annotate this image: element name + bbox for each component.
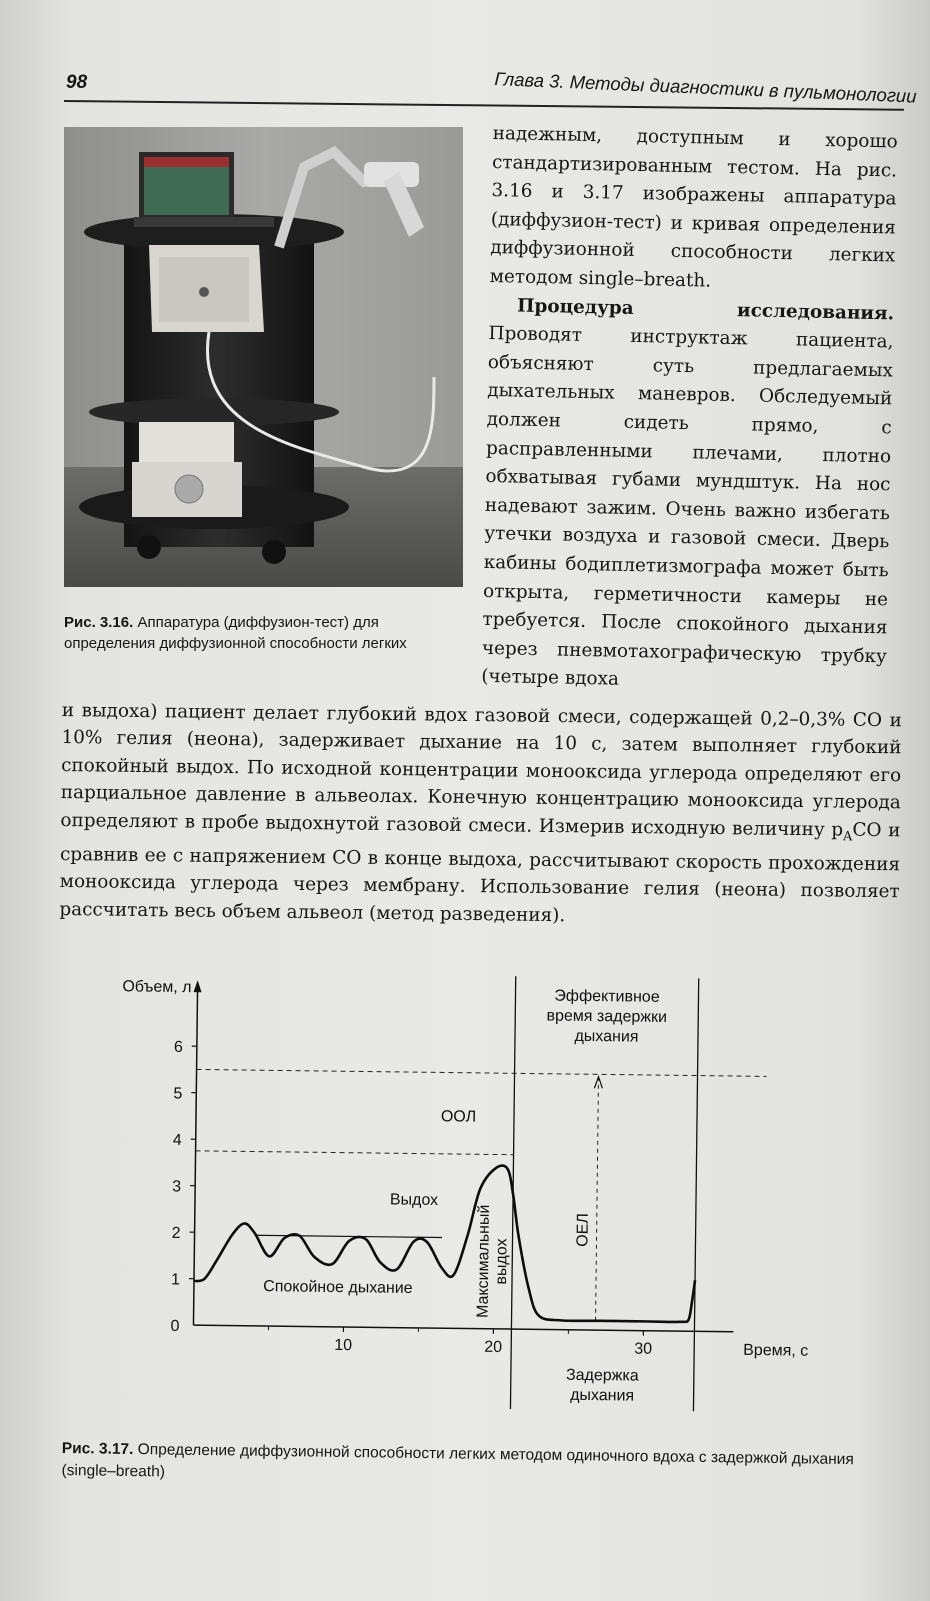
figure-3-17-text: Определение диффузионной способности легких методом одиночного вдоха с задержкой дыхания (single–breath) (61, 1441, 854, 1481)
x-axis-label: Время, с (743, 1341, 809, 1360)
right-paragraph-2 (481, 292, 894, 701)
y-axis-label: Объем, л (122, 978, 192, 997)
annotation-effective-hold-2: время задержки (546, 1007, 668, 1026)
procedure-heading: Процедура исследования. (516, 295, 895, 325)
figure-3-16-label: Рис. 3.16. (64, 614, 134, 631)
figure-3-17-caption (61, 1438, 892, 1494)
right-column-text (481, 120, 898, 700)
annotation-quiet-breathing: Спокойное дыхание (263, 1278, 413, 1297)
x-tick-label: 30 (634, 1340, 653, 1358)
annotation-effective-hold-1: Эффективное (554, 987, 660, 1006)
figure-3-17-label: Рис. 3.17. (61, 1439, 134, 1458)
figure-3-16-caption (64, 612, 474, 654)
x-tick-label: 20 (484, 1338, 503, 1356)
annotation-oel: ОЕЛ (574, 1213, 592, 1247)
apparatus-photo (64, 127, 463, 587)
figure-3-16-text: Аппаратура (диффузион-тест) для определения диффузионной способности легких (64, 614, 407, 652)
y-tick-label: 5 (173, 1085, 183, 1103)
chapter-title: Глава 3. Методы диагностики в пульмонологии (494, 68, 917, 107)
y-tick-label: 3 (172, 1178, 182, 1196)
annotation-max-exhale-1: Максимальный (474, 1204, 493, 1319)
breathing-mean-line (255, 1235, 442, 1237)
reference-line-1 (196, 1151, 514, 1155)
y-tick-label: 0 (170, 1317, 180, 1336)
x-tick-label: 10 (334, 1336, 353, 1355)
y-axis (193, 982, 197, 1325)
y-tick-label: 1 (170, 1271, 181, 1289)
annotation-exhale: Выдох (389, 1191, 439, 1209)
text-before-sub: и выдоха) пациент делает глубокий вдох газовой смеси, содержащей 0,2–0,3% СО и 10% гелия (неона), задерживает дыхание на 10 с, затем выполняет глубокий спокойный выдох. По исходной концентрации монооксида углерода определяют его парциальное давление в альвеолах. Конечную концентрацию монооксида углерода определяют в пробе выдохнутой газовой смеси. Измерив исходную величину р (60, 699, 902, 841)
annotation-effective-hold-3: дыхания (574, 1027, 639, 1046)
annotation-breath-hold-1: Задержка (565, 1366, 639, 1385)
y-axis-arrow (194, 980, 202, 992)
vertical-line-1 (693, 978, 698, 1411)
full-width-paragraph (59, 697, 902, 933)
annotation-ool: ООЛ (440, 1108, 477, 1126)
y-tick-label: 4 (172, 1131, 182, 1150)
page-number: 98 (66, 72, 88, 93)
volume-curve (194, 1162, 697, 1322)
oel-arrow-line (596, 1079, 599, 1321)
y-tick-label: 2 (171, 1224, 181, 1243)
y-tick-label: 6 (173, 1038, 183, 1057)
reference-line-0 (197, 1069, 767, 1076)
x-axis (193, 1325, 733, 1332)
full-width-text (59, 697, 902, 933)
annotation-max-exhale-2: выдох (492, 1238, 511, 1285)
annotation-breath-hold-2: дыхания (570, 1386, 635, 1405)
text-after-sub: СО и сравнив ее с напряжением СО в конце выдоха, рассчитывают скорость прохождения монооксида углерода через мембрану. Использование гелия (неона) позволяет рассчитать весь объем альвеол (метод разведения). (59, 819, 901, 926)
procedure-text: Проводят инструктаж пациента, объясняют суть предлагаемых дыхательных маневров. Обследуемый должен сидеть прямо, с расправленными плечами, плотно обхватывая губами мундштук. На нос надевают зажим. Очень важно избегать утечки воздуха и газовой смеси. Дверь кабины бодиплетизмографа может быть открыта, герметичности камеры не требуется. После спокойного дыхания через пневмотахографическую трубку (четыре вдоха (481, 323, 894, 691)
single-breath-chart (57, 971, 809, 1430)
right-paragraph-1: надежным, доступным и хорошо стандартизированным тестом. На рис. 3.16 и 3.17 изображены аппаратура (диффузион-тест) и кривая определения диффузионной способности легких методом single–breath. (489, 122, 898, 292)
alveolar-subscript: A (842, 828, 853, 844)
